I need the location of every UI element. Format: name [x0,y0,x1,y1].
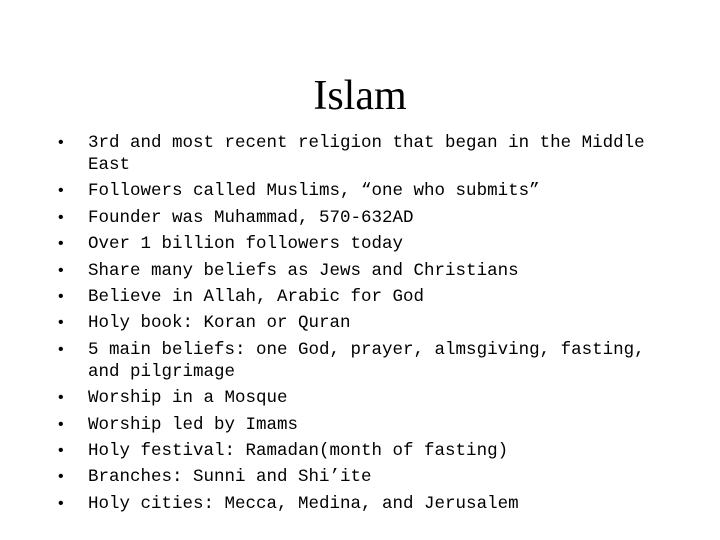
bullet-text: Holy festival: Ramadan(month of fasting) [88,440,509,461]
bullet-item [58,180,658,202]
bullet-icon: • [58,441,64,459]
bullet-item [58,207,658,229]
bullet-icon: • [58,314,64,332]
bullet-item [58,132,658,176]
bullet-text: Share many beliefs as Jews and Christians [88,260,519,281]
bullet-text: 5 main beliefs: one God, prayer, almsgiving, fasting, and pilgrimage [88,339,645,382]
bullet-icon: • [58,134,64,151]
bullet-icon: • [58,389,64,407]
bullet-item [58,260,658,282]
bullet-text: Holy book: Koran or Quran [88,313,351,334]
bullet-icon: • [58,261,64,279]
bullet-text: Holy cities: Mecca, Medina, and Jerusalem [88,493,519,514]
bullet-text: 3rd and most recent religion that began in the Middle East [88,133,645,175]
bullet-item [58,493,658,515]
bullet-item [58,414,658,436]
bullet-text: Worship led by Imams [88,414,299,435]
bullet-item [58,233,658,255]
bullet-icon: • [58,494,64,512]
bullet-icon: • [58,340,64,358]
bullet-list [58,132,658,519]
bullet-text: Believe in Allah, Arabic for God [88,286,425,307]
bullet-item [58,440,658,462]
bullet-text: Founder was Muhammad, 570-632AD [88,207,414,228]
bullet-item [58,339,658,383]
bullet-icon: • [58,182,64,200]
bullet-item [58,312,658,334]
bullet-icon: • [58,208,64,226]
bullet-text: Worship in a Mosque [88,388,288,409]
bullet-item [58,286,658,308]
bullet-icon: • [58,235,64,253]
bullet-text: Branches: Sunni and Shi’ite [88,467,372,488]
bullet-text: Followers called Muslims, “one who submits” [88,181,540,202]
bullet-item [58,387,658,409]
bullet-icon: • [58,468,64,486]
bullet-item [58,466,658,488]
bullet-icon: • [58,287,64,305]
bullet-text: Over 1 billion followers today [88,234,404,255]
bullet-icon: • [58,415,64,433]
slide-title: Islam [313,73,407,119]
